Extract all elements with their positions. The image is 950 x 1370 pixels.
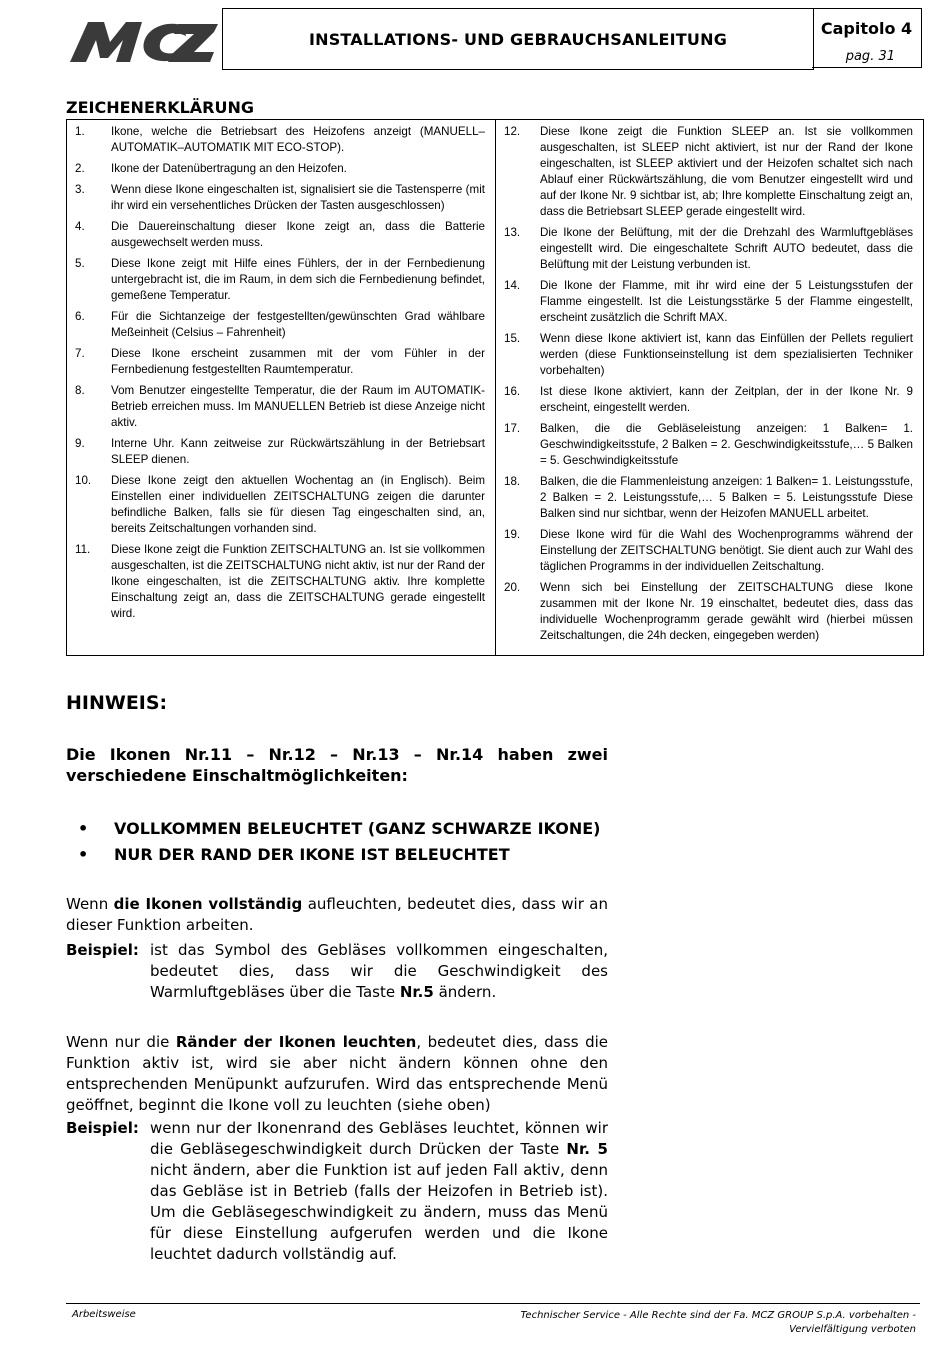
legend-item-number: 11.: [75, 543, 91, 556]
legend-item-number: 7.: [75, 347, 85, 360]
legend-item-number: 9.: [75, 437, 85, 450]
footer-copyright-line1: Technischer Service - Alle Rechte sind der Fa. MCZ GROUP S.p.A. vorbehalten -: [520, 1310, 916, 1321]
example-label: Beispiel:: [66, 941, 139, 959]
legend-title: ZEICHENERKLÄRUNG: [66, 98, 254, 117]
legend-item: [504, 527, 913, 575]
legend-item-text: Diese Ikone wird für die Wahl des Wochenprogramms während der Einstellung der ZEITSCHALTUNG benötigt. Sie dient auch zur Wahl des täglichen Programms in der individuellen Zeitschaltung.: [540, 528, 913, 573]
footer-copyright: [516, 1309, 916, 1337]
legend-item-text: Diese Ikone zeigt mit Hilfe eines Fühlers, der in der Fernbedienung untergebracht ist, die im Raum, in dem sich die Fernbedienung befindet, gemeßene Temperatur.: [111, 257, 485, 302]
legend-item-number: 14.: [504, 279, 521, 292]
example-label: Beispiel:: [66, 1119, 139, 1137]
list-item: • NUR DER RAND DER IKONE IST BELEUCHTET: [66, 842, 608, 868]
svg-text:MCZ: MCZ: [66, 12, 69, 13]
mcz-logo: [66, 12, 222, 68]
legend-item-number: 16.: [504, 385, 521, 398]
legend-item: [504, 421, 913, 469]
legend-item: [75, 542, 485, 622]
legend-item: [75, 124, 485, 156]
bold-text: Nr. 5: [566, 1140, 608, 1158]
legend-item: [504, 580, 913, 644]
footer-section-name: Arbeitsweise: [72, 1309, 136, 1320]
legend-item-text: Wenn diese Ikone aktiviert ist, kann das Einfüllen der Pellets reguliert werden (diese Funktionseinstellung ist dem spezialisierten Techniker vorbehalten): [540, 332, 913, 377]
example-text: [150, 940, 608, 1003]
text: Wenn: [66, 895, 114, 913]
legend-item-text: Balken, die die Flammenleistung anzeigen: 1 Balken= 1. Leistungsstufe, 2 Balken = 2. Leistungsstufe,… 5 Balken = 5. Leistungsstufe Diese Balken sind nur sichtbar, wenn der Heizofen MANUELL arbeitet.: [540, 475, 913, 520]
legend-item: [75, 182, 485, 214]
legend-item-text: Interne Uhr. Kann zeitweise zur Rückwärtszählung in der Betriebsart SLEEP dienen.: [111, 437, 485, 466]
hinweis-heading: HINWEIS:: [66, 692, 168, 714]
legend-item-text: Diese Ikone zeigt den aktuellen Wochentag an (in Englisch). Beim Einstellen einer individuellen ZEITSCHALTUNG zeigen die darunter befindliche Balken, falls sie für diesen Tag eingeschalten sind, an, bereits Zeitschaltungen vorhanden sind.: [111, 474, 485, 535]
legend-item-number: 6.: [75, 310, 85, 323]
legend-item: [75, 473, 485, 537]
legend-item-number: 2.: [75, 162, 85, 175]
legend-item-text: Die Ikone der Belüftung, mit der die Drehzahl des Warmluftgebläses eingestellt wird. Die eingeschaltete Schrift AUTO bedeutet, dass die Belüftung mit der Leistung verbunden ist.: [540, 226, 913, 271]
text: wenn nur der Ikonenrand des Gebläses leuchtet, können wir die Gebläsegeschwindigkeit durch Drücken der Taste: [150, 1119, 608, 1158]
legend-item-number: 13.: [504, 226, 521, 239]
chapter-box: [812, 8, 922, 68]
legend-item-number: 10.: [75, 474, 92, 487]
legend-item: [75, 346, 485, 378]
text: nicht ändern, aber die Funktion ist auf jeden Fall aktiv, denn das Gebläse ist in Betrieb (falls der Heizofen in Betrieb ist). Um die Gebläsegeschwindigkeit zu ändern, muss das Menü für diese Einstellung aufgerufen werden und die Ikone leuchtet dadurch vollständig auf.: [150, 1161, 608, 1263]
legend-item-number: 19.: [504, 528, 521, 541]
legend-item-number: 3.: [75, 183, 85, 196]
legend-item-text: Diese Ikone zeigt die Funktion SLEEP an. Ist sie vollkommen ausgeschalten, ist SLEEP nicht aktiviert, ist nur der Rand der Ikone eingeschalten, ist SLEEP aktiviert und der Heizofen schaltet sich nach Ablauf einer Rückwärtszählung, die vom Benutzer eingestellt wird und auf der Ikone Nr. 9 sichtbar ist, ab; Ihre komplette Einschaltung zeigt an, dass die Betriebsart SLEEP gerade eingestellt wird.: [540, 125, 913, 218]
legend-item-number: 17.: [504, 422, 521, 435]
page-number: pag. 31: [845, 49, 895, 64]
legend-item: [504, 331, 913, 379]
legend-item: [504, 474, 913, 522]
legend-item-text: Ikone, welche die Betriebsart des Heizofens anzeigt (MANUELL–AUTOMATIK–AUTOMATIK MIT ECO-STOP).: [111, 125, 485, 154]
legend-item: [75, 219, 485, 251]
bold-text: die Ikonen vollständig: [113, 895, 303, 913]
legend-item-text: Die Ikone der Flamme, mit ihr wird eine der 5 Leistungsstufen der Flamme eingestellt. Ist die Leistungsstärke 5 der Flamme eingestellt, erscheint zusätzlich die Schrift MAX.: [540, 279, 913, 324]
legend-item-number: 8.: [75, 384, 85, 397]
legend-item-text: Diese Ikone zeigt die Funktion ZEITSCHALTUNG an. Ist sie vollkommen ausgeschalten, ist die ZEITSCHALTUNG nicht aktiv, ist nur der Rand der Ikone eingeschalten, ist die ZEITSCHALTUNG aktiv. Ihre komplette Einschaltung zeigt an, dass die ZEITSCHALTUNG gerade eingestellt wird.: [111, 543, 485, 620]
legend-item-number: 4.: [75, 220, 85, 233]
document-title: INSTALLATIONS- UND GEBRAUCHSANLEITUNG: [222, 8, 814, 70]
legend-item-number: 18.: [504, 475, 521, 488]
bold-text: Nr.5: [399, 983, 434, 1001]
legend-item-number: 12.: [504, 125, 521, 138]
paragraph-full-illumination: [66, 894, 608, 936]
list-item: • VOLLKOMMEN BELEUCHTET (GANZ SCHWARZE IKONE): [66, 816, 608, 842]
text: , bedeutet dies, dass die Funktion aktiv ist, wird sie aber nicht ändern können ohne den entsprechenden Menüpunkt aufzurufen. Wird das entsprechende Menü geöffnet, beginnt die Ikone voll zu leuchten (siehe oben): [66, 1033, 608, 1114]
legend-item-number: 1.: [75, 125, 85, 138]
example-1: [66, 940, 608, 1003]
legend-item-text: Für die Sichtanzeige der festgestellten/gewünschten Grad wählbare Meßeinheit (Celsius – Fahrenheit): [111, 310, 485, 339]
legend-column-right: [496, 120, 923, 655]
example-text: [150, 1118, 608, 1265]
paragraph-edge-illumination: [66, 1032, 608, 1116]
legend-item: [504, 278, 913, 326]
legend-item-text: Ikone der Datenübertragung an den Heizofen.: [111, 162, 347, 175]
footer-divider: [66, 1303, 920, 1304]
legend-item: [75, 436, 485, 468]
legend-item-text: Vom Benutzer eingestellte Temperatur, die der Raum im AUTOMATIK-Betrieb erreichen muss. Im MANUELLEN Betrieb ist diese Anzeige nicht aktiv.: [111, 384, 485, 429]
legend-item: [75, 309, 485, 341]
legend-item: [75, 383, 485, 431]
text: ist das Symbol des Gebläses vollkommen eingeschalten, bedeutet dies, dass wir die Geschwindigkeit des Warmluftgebläses über die Taste: [150, 941, 608, 1001]
legend-column-left: [67, 120, 496, 655]
text: aufleuchten, bedeutet dies, dass wir an dieser Funktion arbeiten.: [66, 895, 609, 934]
legend-item: [75, 161, 485, 177]
hinweis-subtitle-line1: Die Ikonen Nr.11 – Nr.12 – Nr.13 – Nr.14 haben zwei: [66, 745, 608, 764]
legend-item: [504, 124, 913, 220]
legend-item-number: 20.: [504, 581, 521, 594]
footer-copyright-line2: Vervielfältigung verboten: [789, 1324, 916, 1335]
legend-item-number: 5.: [75, 257, 85, 270]
bold-text: Ränder der Ikonen leuchten: [175, 1033, 417, 1051]
legend-item-number: 15.: [504, 332, 521, 345]
legend-item: [504, 384, 913, 416]
page-header: [66, 8, 924, 70]
legend-item: [75, 256, 485, 304]
legend-item-text: Wenn sich bei Einstellung der ZEITSCHALTUNG diese Ikone zusammen mit der Ikone Nr. 19 einschaltet, bedeutet dies, dass das individuelle Wochenprogramm gerade gewählt wird (hierbei müssen Zeitschaltungen, die 24h decken, eingegeben werden): [540, 581, 913, 642]
text: Wenn nur die: [66, 1033, 176, 1051]
legend-item-text: Die Dauereinschaltung dieser Ikone zeigt an, dass die Batterie ausgewechselt werden muss.: [111, 220, 485, 249]
example-2: [66, 1118, 608, 1265]
legend-item: [504, 225, 913, 273]
legend-item-text: Ist diese Ikone aktiviert, kann der Zeitplan, der in der Ikone Nr. 9 erscheint, eingestellt werden.: [540, 385, 913, 414]
chapter-label: Capitolo 4: [820, 19, 913, 38]
legend-item-text: Wenn diese Ikone eingeschalten ist, signalisiert sie die Tastensperre (mit ihr wird ein versehentliches Drücken der Tasten ausgeschlossen): [111, 183, 485, 212]
legend-table: [66, 119, 924, 656]
legend-item-text: Diese Ikone erscheint zusammen mit der vom Fühler in der Fernbedienung festgestellten Raumtemperatur.: [111, 347, 485, 376]
text: ändern.: [433, 983, 497, 1001]
hinweis-subtitle-line2: verschiedene Einschaltmöglichkeiten:: [66, 766, 408, 785]
hinweis-bullet-list: [66, 816, 608, 868]
legend-item-text: Balken, die die Gebläseleistung anzeigen: 1 Balken= 1. Geschwindigkeitsstufe, 2 Balken = 2. Geschwindigkeitsstufe,… 5 Balken = 5. Geschwindigkeitsstufe: [540, 422, 913, 467]
